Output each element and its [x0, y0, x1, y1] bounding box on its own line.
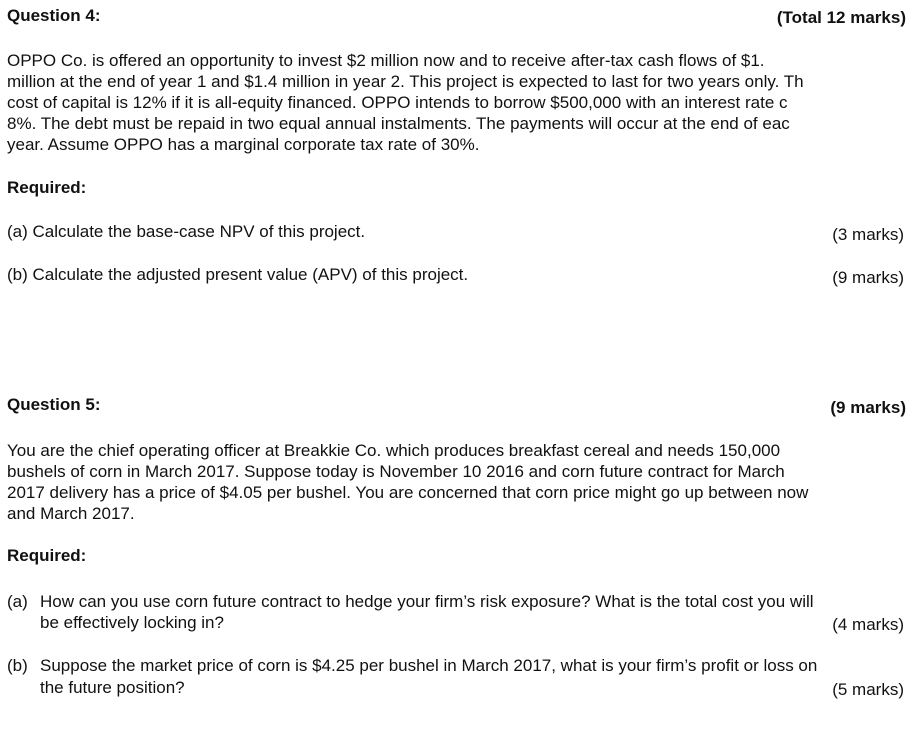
q4-required-label: Required:: [7, 178, 87, 197]
q4-line-1: OPPO Co. is offered an opportunity to invest $2 million now and to receive after-tax cash flows of $1.: [7, 51, 765, 70]
q5-line-4: and March 2017.: [7, 504, 135, 523]
q4-total-marks: (Total 12 marks): [776, 8, 906, 27]
q4-part-b-marks: (9 marks): [832, 268, 904, 287]
q4-line-3: cost of capital is 12% if it is all-equity financed. OPPO intends to borrow $500,000 with an interest rate c: [7, 93, 788, 112]
q4-part-a: (a) Calculate the base-case NPV of this project.: [7, 222, 366, 241]
q4-part-b: (b) Calculate the adjusted present value (APV) of this project.: [7, 265, 469, 284]
q5-part-a-label: (a): [7, 592, 28, 611]
q4-part-a-marks: (3 marks): [832, 225, 904, 244]
q4-line-4: 8%. The debt must be repaid in two equal annual instalments. The payments will occur at the end of eac: [7, 114, 790, 133]
q5-title: Question 5:: [7, 395, 101, 414]
q5-line-3: 2017 delivery has a price of $4.05 per bushel. You are concerned that corn price might go up between now: [7, 483, 809, 502]
q4-paragraph: [7, 50, 804, 155]
q5-part-b-line-1: Suppose the market price of corn is $4.25 per bushel in March 2017, what is your firm’s profit or loss on: [40, 656, 818, 675]
q4-title: Question 4:: [7, 6, 101, 25]
q5-part-b-label: (b): [7, 656, 28, 675]
q5-required-label: Required:: [7, 546, 87, 565]
q5-part-a-line-2: be effectively locking in?: [40, 613, 224, 632]
q4-line-2: million at the end of year 1 and $1.4 million in year 2. This project is expected to last for two years only. Th: [7, 72, 804, 91]
q5-part-b-line-2: the future position?: [40, 678, 185, 697]
q5-part-a-line-1: How can you use corn future contract to hedge your firm’s risk exposure? What is the total cost you will: [40, 592, 814, 611]
q5-paragraph: [7, 440, 808, 524]
q5-part-a-marks: (4 marks): [832, 615, 904, 634]
q4-line-5: year. Assume OPPO has a marginal corporate tax rate of 30%.: [7, 135, 480, 154]
q5-line-2: bushels of corn in March 2017. Suppose today is November 10 2016 and corn future contract for March: [7, 462, 785, 481]
q5-line-1: You are the chief operating officer at Breakkie Co. which produces breakfast cereal and needs 150,000: [7, 441, 781, 460]
q5-part-b-marks: (5 marks): [832, 680, 904, 699]
q5-total-marks: (9 marks): [830, 398, 906, 417]
